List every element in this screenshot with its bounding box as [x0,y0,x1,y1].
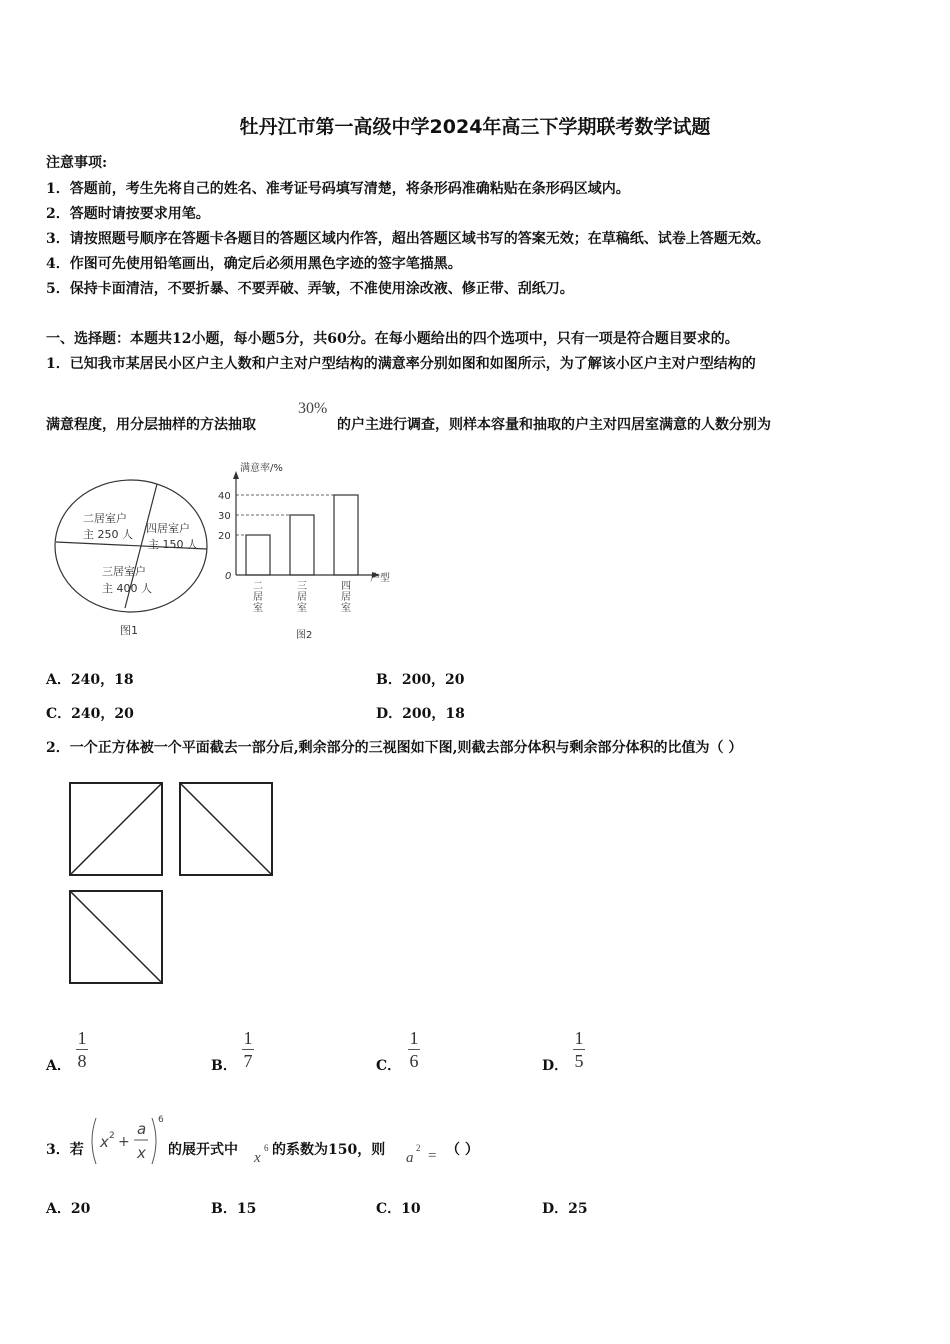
fraction-denominator: 5 [574,1051,584,1071]
bar-chart-figure [210,455,410,645]
fraction-numerator: 1 [243,1028,253,1048]
q1-option-b[interactable]: B．200，20 [376,672,465,688]
y-tick-label: 40 [218,491,231,502]
q2-option-d-fraction[interactable] [569,1027,589,1072]
math-exponent: 6 [158,1115,164,1125]
fraction-denominator: 6 [409,1051,419,1071]
math-exponent: 2 [109,1131,115,1141]
q2-option-b-letter[interactable]: B． [211,1058,237,1074]
x-category-label: 四 [341,581,351,592]
q3-prefix: 3．若 [46,1142,84,1158]
notice-item: 4．作图可先使用铅笔画出，确定后必须用黑色字迹的签字笔描黑。 [46,256,462,272]
bar [290,515,314,575]
q3-option-a[interactable]: A．20 [46,1201,91,1217]
math-x: x [100,1133,109,1151]
bar [334,495,358,575]
x-category-label: 居 [341,592,351,603]
pie-caption: 图1 [120,624,138,637]
y-tick-label: 30 [218,511,231,522]
math-exponent: 6 [264,1143,269,1153]
pie-label: 四居室户 [146,522,190,535]
pie-label: 三居室户 [102,565,146,578]
x-category-label: 三 [297,581,307,592]
math-equals: = [428,1148,437,1164]
fraction-numerator: 1 [77,1028,87,1048]
x-category-label: 室 [253,603,263,614]
y-axis-label: 满意率/% [240,463,283,474]
q1-stem-line2a: 满意程度，用分层抽样的方法抽取 [46,417,256,433]
q3-binomial-expression [86,1112,166,1170]
fraction-denominator: 7 [243,1051,253,1071]
q3-answer-paren: （ ） [446,1142,479,1158]
q3-option-d[interactable]: D．25 [542,1201,588,1217]
math-exponent: 2 [416,1143,421,1153]
math-a2: a [406,1150,414,1166]
pie-label: 主 250 人 [83,528,133,541]
origin-label: 0 [225,571,232,582]
q2-option-a-fraction[interactable] [72,1027,92,1072]
q2-option-a-letter[interactable]: A． [46,1058,71,1074]
x-axis-label: 户型 [370,573,390,584]
pie-label: 主 400 人 [102,582,152,595]
left-paren [92,1118,96,1164]
page-title: 牡丹江市第一高级中学2024年高三下学期联考数学试题 [239,116,711,138]
section-heading: 一、选择题：本题共12小题，每小题5分，共60分。在每小题给出的四个选项中，只有一项是符合题目要求的。 [46,331,739,347]
q1-option-c[interactable]: C．240，20 [46,706,134,722]
q1-stem-line2b: 的户主进行调查，则样本容量和抽取的户主对四居室满意的人数分别为 [337,417,771,433]
q2-option-c-letter[interactable]: C． [376,1058,402,1074]
fraction-numerator: 1 [574,1028,584,1048]
q1-option-a[interactable]: A．240，18 [46,672,134,688]
x-category-label: 居 [253,592,263,603]
fraction-denominator: 8 [77,1051,87,1071]
bar [246,535,270,575]
side-view-diagonal [180,783,272,875]
fraction-numerator: 1 [409,1028,419,1048]
three-view-figure [66,778,281,988]
top-view-diagonal [70,891,162,983]
right-paren [152,1118,156,1164]
q2-option-b-fraction[interactable] [238,1027,258,1072]
q1-percent: 30% [298,400,328,417]
y-tick-label: 20 [218,531,231,542]
q2-option-c-fraction[interactable] [404,1027,424,1072]
pie-chart-figure [50,476,215,646]
math-plus: + [118,1134,130,1150]
q2-option-d-letter[interactable]: D． [542,1058,569,1074]
x-category-label: 室 [297,603,307,614]
pie-label: 主 150 人 [148,538,198,551]
x-category-label: 室 [341,603,351,614]
math-x6: x [254,1150,261,1166]
notice-item: 5．保持卡面清洁，不要折暴、不要弄破、弄皱，不准使用涂改液、修正带、刮纸刀。 [46,281,574,297]
q3-coef-text: 的系数为150，则 [272,1142,386,1158]
math-x: x [137,1144,146,1162]
pie-label: 二居室户 [83,512,127,525]
notice-heading: 注意事项: [46,155,108,171]
notice-item: 3．请按照题号顺序在答题卡各题目的答题区域内作答，超出答题区域书写的答案无效；在草稿纸、试卷上答题无效。 [46,231,770,247]
q2-stem: 2．一个正方体被一个平面截去一部分后,剩余部分的三视图如下图,则截去部分体积与剩余部分体积的比值为（ ） [46,740,743,756]
q3-option-b[interactable]: B．15 [211,1201,257,1217]
front-view-diagonal [70,783,162,875]
notice-item: 1．答题前，考生先将自己的姓名、准考证号码填写清楚，将条形码准确粘贴在条形码区域内。 [46,181,630,197]
q1-stem-line1: 1．已知我市某居民小区户主人数和户主对户型结构的满意率分别如图和如图所示，为了解该小区户主对户型结构的 [46,356,756,372]
x-category-label: 居 [297,592,307,603]
q3-option-c[interactable]: C．10 [376,1201,421,1217]
bar-chart-caption: 图2 [296,630,313,641]
math-a: a [137,1120,147,1138]
y-axis-arrow [233,471,239,479]
notice-item: 2．答题时请按要求用笔。 [46,206,210,222]
x-category-label: 二 [253,581,263,592]
q3-mid-text: 的展开式中 [168,1142,238,1158]
q1-option-d[interactable]: D．200，18 [376,706,465,722]
